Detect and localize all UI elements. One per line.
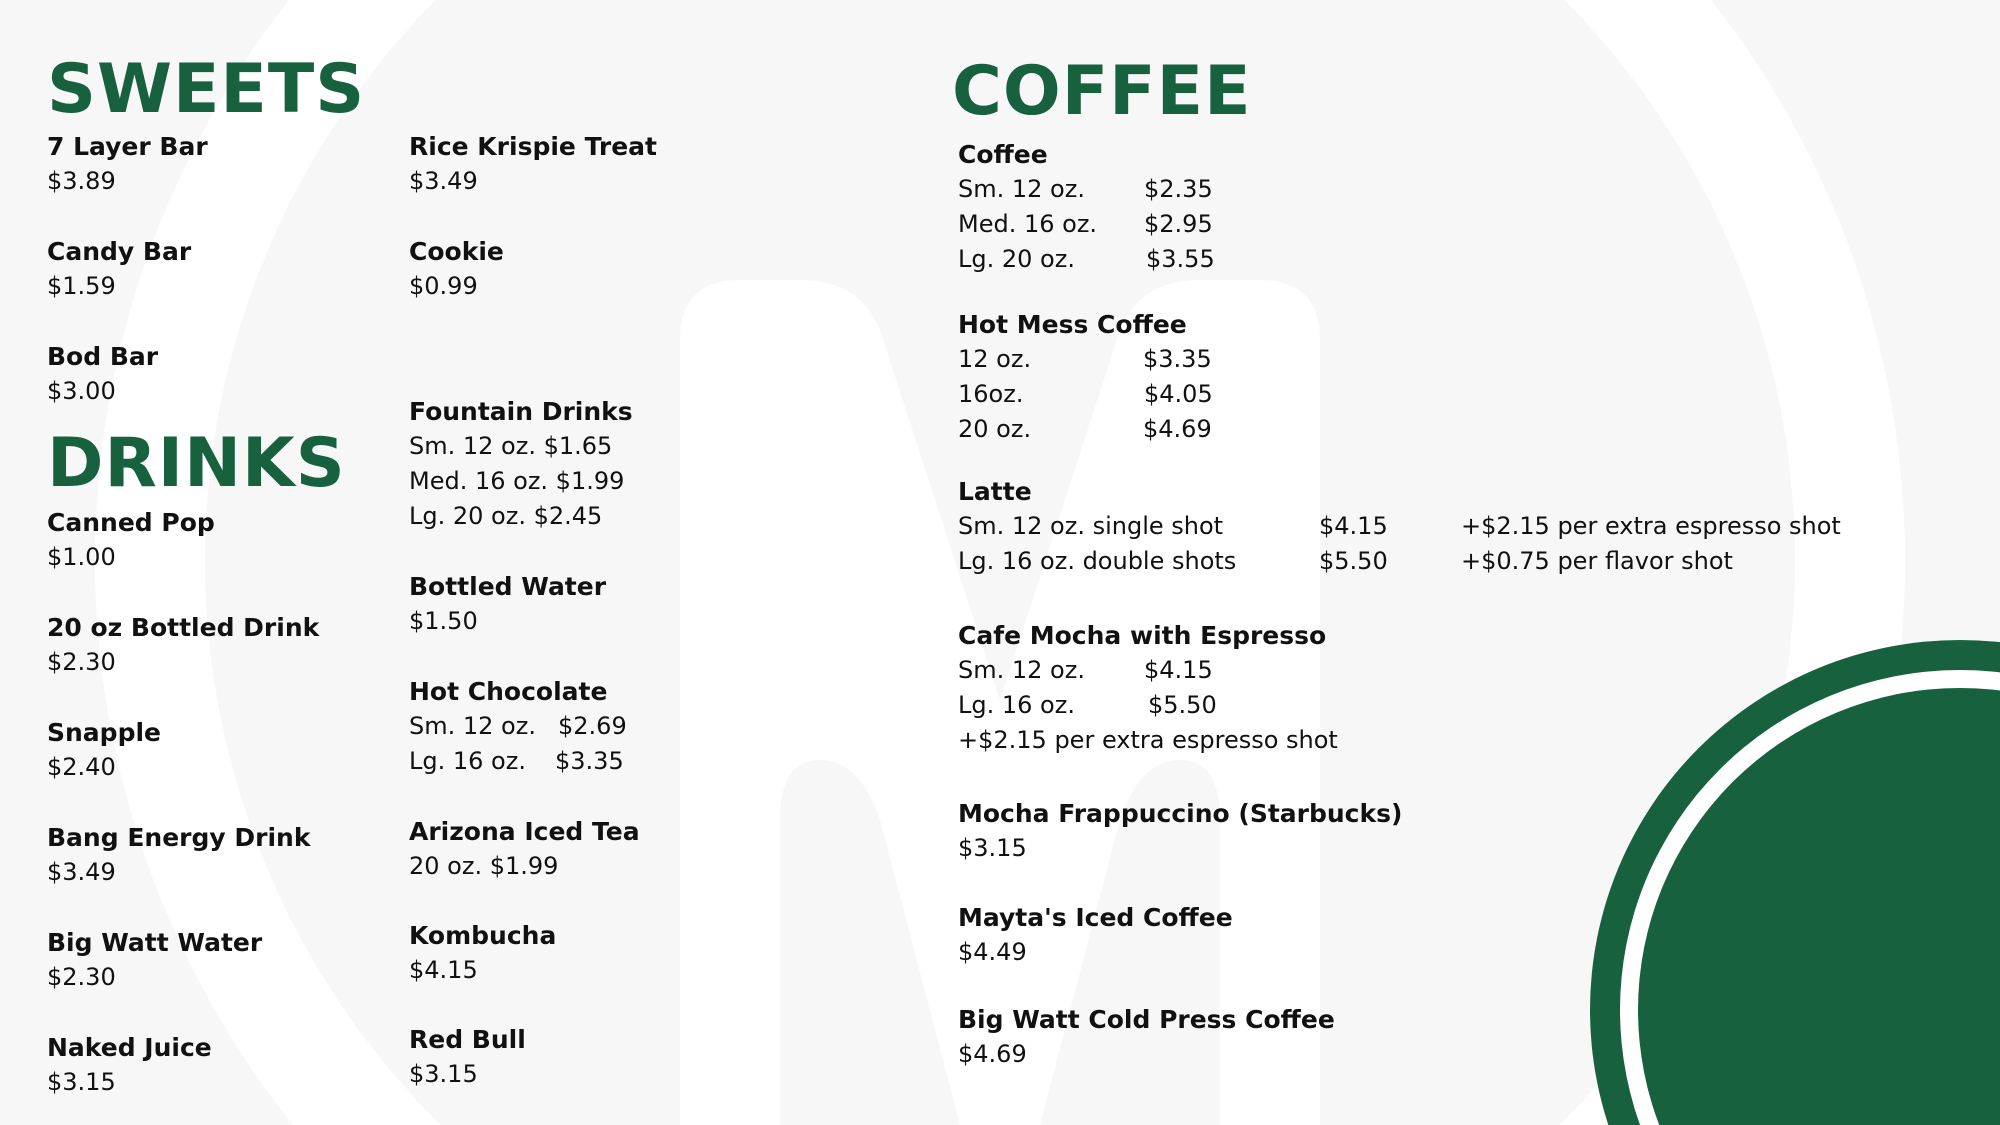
item-price: $0.99: [409, 272, 478, 300]
price-value: $5.50: [1148, 691, 1217, 719]
item-name: Big Watt Cold Press Coffee: [958, 1005, 1335, 1034]
item-price: $4.15: [409, 956, 478, 984]
item-price: $3.49: [409, 167, 478, 195]
item-price: $1.50: [409, 607, 478, 635]
item-name: Candy Bar: [47, 237, 192, 266]
item-size-price: Sm. 12 oz. $1.65: [409, 432, 613, 460]
menu-item-rice-krispie-treat: [409, 130, 657, 199]
price-note: +$2.15 per extra espresso shot: [1461, 512, 1841, 540]
item-size-price: Med. 16 oz. $1.99: [409, 467, 625, 495]
size-label: Sm. 12 oz.: [409, 712, 536, 740]
size-label: 16oz.: [958, 380, 1024, 408]
item-name: Hot Chocolate: [409, 677, 608, 706]
item-name: Latte: [958, 477, 1032, 506]
size-label: 12 oz.: [958, 345, 1032, 373]
price-value: $4.69: [1143, 415, 1212, 443]
menu-item-hot-chocolate: [409, 675, 669, 779]
size-price-row: [958, 207, 1238, 242]
item-name: Hot Mess Coffee: [958, 310, 1187, 339]
menu-item-fountain-drinks: [409, 395, 633, 534]
menu-item-big-watt-water: [47, 926, 262, 995]
item-name: Kombucha: [409, 921, 557, 950]
item-name: Bod Bar: [47, 342, 159, 371]
size-label: Lg. 20 oz.: [958, 245, 1075, 273]
item-name: Naked Juice: [47, 1033, 212, 1062]
menu-item-snapple: [47, 716, 161, 785]
item-name: Mayta's Iced Coffee: [958, 903, 1233, 932]
item-price: $3.00: [47, 377, 116, 405]
item-name: Arizona Iced Tea: [409, 817, 640, 846]
menu-item-latte: [958, 475, 1858, 579]
menu-item-7-layer-bar: [47, 130, 208, 199]
size-label: 20 oz.: [958, 415, 1032, 443]
size-label: Lg. 16 oz.: [409, 747, 526, 775]
price-value: $2.95: [1144, 210, 1213, 238]
menu-item-canned-pop: [47, 506, 215, 575]
item-name: Big Watt Water: [47, 928, 263, 957]
menu-item-hot-mess-coffee: [958, 308, 1238, 447]
price-value: $5.50: [1319, 547, 1388, 575]
menu-item-big-watt-cold-press: [958, 1003, 1335, 1072]
size-label: Sm. 12 oz.: [958, 175, 1085, 203]
size-price-row: [958, 544, 1858, 579]
item-price: $1.59: [47, 272, 116, 300]
item-name: 20 oz Bottled Drink: [47, 613, 320, 642]
coffee-heading: COFFEE: [952, 52, 1252, 131]
menu-item-cafe-mocha: [958, 619, 1378, 758]
price-note: +$2.15 per extra espresso shot: [958, 726, 1338, 754]
price-value: $2.69: [558, 712, 627, 740]
menu-item-bod-bar: [47, 340, 158, 409]
item-name: Red Bull: [409, 1025, 526, 1054]
sweets-heading: SWEETS: [47, 50, 366, 129]
item-price: $2.30: [47, 963, 116, 991]
price-value: $3.35: [555, 747, 624, 775]
price-value: $3.55: [1146, 245, 1215, 273]
item-name: Bottled Water: [409, 572, 607, 601]
price-value: $2.35: [1144, 175, 1213, 203]
size-label: Sm. 12 oz.: [958, 656, 1085, 684]
item-name: Cafe Mocha with Espresso: [958, 621, 1327, 650]
item-price: $3.89: [47, 167, 116, 195]
item-price: $4.49: [958, 938, 1027, 966]
item-name: Fountain Drinks: [409, 397, 633, 426]
drinks-heading: DRINKS: [47, 424, 346, 503]
menu-item-bang-energy-drink: [47, 821, 310, 890]
item-name: Rice Krispie Treat: [409, 132, 657, 161]
size-label: Lg. 16 oz. double shots: [958, 547, 1237, 575]
item-name: Coffee: [958, 140, 1048, 169]
item-name: 7 Layer Bar: [47, 132, 208, 161]
size-price-row: [958, 377, 1238, 412]
item-price: $3.15: [958, 834, 1027, 862]
menu-item-bottled-water: [409, 570, 606, 639]
price-value: $4.05: [1144, 380, 1213, 408]
item-price: $4.69: [958, 1040, 1027, 1068]
price-value: $3.35: [1143, 345, 1212, 373]
size-label: Sm. 12 oz. single shot: [958, 512, 1224, 540]
menu-item-arizona-iced-tea: [409, 815, 640, 884]
menu-item-candy-bar: [47, 235, 191, 304]
menu-item-maytas-iced-coffee: [958, 901, 1233, 970]
menu-item-red-bull: [409, 1023, 526, 1092]
menu-item-mocha-frappuccino: [958, 797, 1402, 866]
item-name: Cookie: [409, 237, 504, 266]
item-price: $2.30: [47, 648, 116, 676]
item-name: Canned Pop: [47, 508, 215, 537]
menu-item-20oz-bottled-drink: [47, 611, 319, 680]
price-value: $4.15: [1319, 512, 1388, 540]
size-price-row: [958, 242, 1238, 277]
item-size-price: Lg. 20 oz. $2.45: [409, 502, 603, 530]
item-name: Mocha Frappuccino (Starbucks): [958, 799, 1403, 828]
size-price-row: [958, 342, 1238, 377]
item-price: $3.49: [47, 858, 116, 886]
price-value: $4.15: [1144, 656, 1213, 684]
item-price: $3.15: [47, 1068, 116, 1096]
menu-item-kombucha: [409, 919, 556, 988]
size-price-row: [409, 709, 669, 744]
menu-item-naked-juice: [47, 1031, 212, 1100]
size-price-row: [409, 744, 669, 779]
menu-item-coffee: [958, 138, 1238, 277]
item-price: $1.00: [47, 543, 116, 571]
item-name: Bang Energy Drink: [47, 823, 311, 852]
item-name: Snapple: [47, 718, 161, 747]
size-price-row: [958, 688, 1378, 723]
menu-item-cookie: [409, 235, 504, 304]
item-price: $2.40: [47, 753, 116, 781]
size-price-row: [958, 653, 1378, 688]
size-price-row: [958, 172, 1238, 207]
size-label: Med. 16 oz.: [958, 210, 1098, 238]
item-size-price: 20 oz. $1.99: [409, 852, 559, 880]
size-price-row: [958, 509, 1858, 544]
price-note: +$0.75 per flavor shot: [1461, 547, 1733, 575]
size-label: Lg. 16 oz.: [958, 691, 1075, 719]
item-price: $3.15: [409, 1060, 478, 1088]
size-price-row: [958, 412, 1238, 447]
